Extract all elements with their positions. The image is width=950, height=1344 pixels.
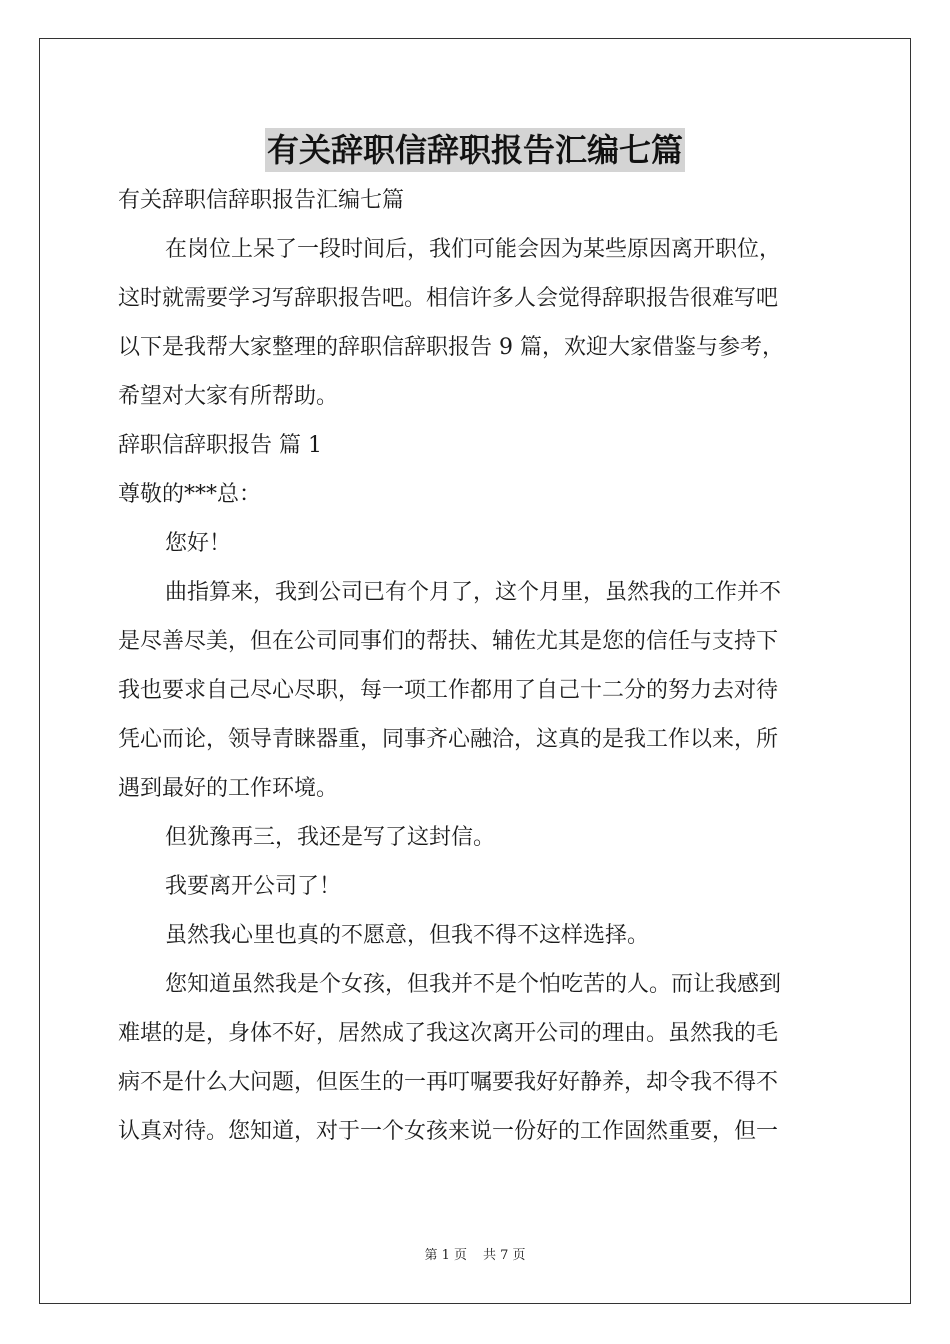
- letter-paragraph-line: 遇到最好的工作环境。: [118, 776, 339, 801]
- intro-paragraph-line: 以下是我帮大家整理的辞职信辞职报告 9 篇，欢迎大家借鉴与参考，: [118, 335, 784, 360]
- document-body: [118, 176, 834, 1156]
- letter-paragraph-line: 难堪的是，身体不好，居然成了我这次离开公司的理由。虽然我的毛: [118, 1021, 779, 1046]
- subtitle-line: 有关辞职信辞职报告汇编七篇: [118, 188, 405, 213]
- page-number: 第 1 页: [424, 1248, 467, 1263]
- letter-paragraph-line: 您知道虽然我是个女孩，但我并不是个怕吃苦的人。而让我感到: [165, 972, 782, 997]
- letter-paragraph-line: 认真对待。您知道，对于一个女孩来说一份好的工作固然重要，但一: [118, 1119, 779, 1144]
- letter-paragraph-line: 我也要求自己尽心尽职，每一项工作都用了自己十二分的努力去对待: [118, 678, 779, 703]
- letter-paragraph-line: 病不是什么大问题，但医生的一再叮嘱要我好好静养，却令我不得不: [118, 1070, 779, 1095]
- letter-paragraph-line: 曲指算来，我到公司已有个月了，这个月里，虽然我的工作并不: [165, 580, 782, 605]
- letter-paragraph-line: 是尽善尽美，但在公司同事们的帮扶、辅佐尤其是您的信任与支持下: [118, 629, 779, 654]
- document-title: 有关辞职信辞职报告汇编七篇: [265, 128, 685, 172]
- letter-paragraph-line: 我要离开公司了！: [165, 874, 342, 899]
- intro-paragraph-line: 在岗位上呆了一段时间后，我们可能会因为某些原因离开职位，: [165, 237, 782, 262]
- page-total: 共 7 页: [483, 1248, 526, 1263]
- title-container: [0, 128, 950, 172]
- intro-paragraph-line: 这时就需要学习写辞职报告吧。相信许多人会觉得辞职报告很难写吧: [118, 286, 779, 311]
- intro-paragraph-line: 希望对大家有所帮助。: [118, 384, 339, 409]
- letter-paragraph-line: 虽然我心里也真的不愿意，但我不得不这样选择。: [165, 923, 650, 948]
- section-heading: 辞职信辞职报告 篇 1: [118, 433, 322, 458]
- page-footer: [0, 1246, 950, 1266]
- letter-paragraph-line: 凭心而论，领导青睐器重，同事齐心融洽，这真的是我工作以来，所: [118, 727, 779, 752]
- salutation: 尊敬的***总：: [118, 482, 262, 507]
- letter-paragraph-line: 但犹豫再三，我还是写了这封信。: [165, 825, 496, 850]
- greeting: 您好！: [165, 531, 232, 556]
